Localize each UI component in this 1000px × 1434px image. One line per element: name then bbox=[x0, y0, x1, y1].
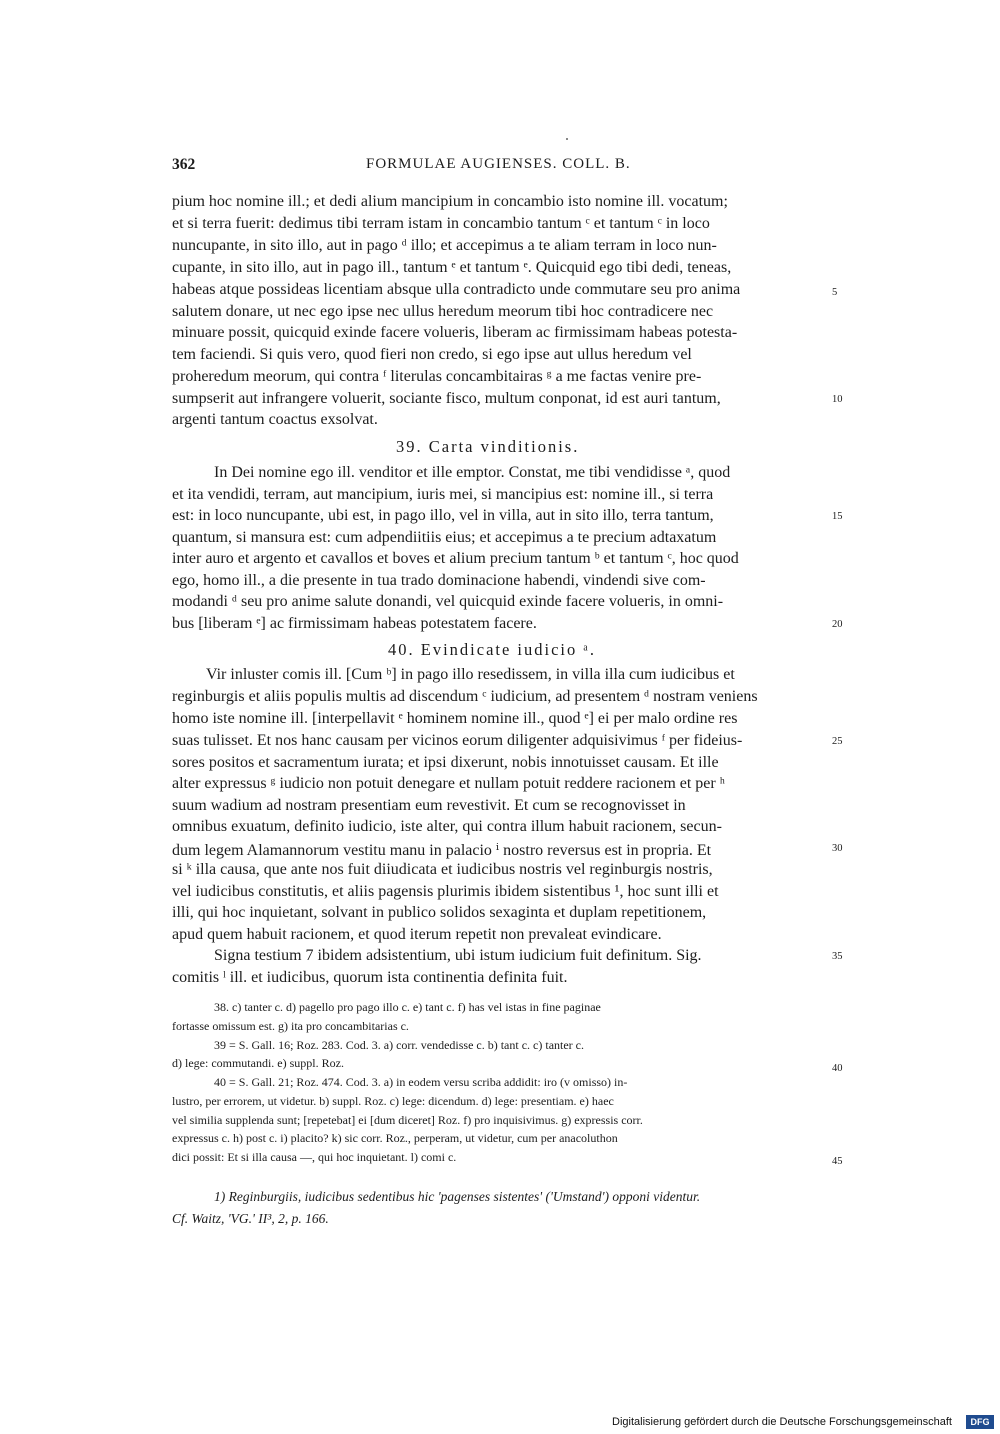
author-note-line: Cf. Waitz, 'VG.' II³, 2, p. 166. bbox=[172, 1211, 329, 1226]
body-line: si ᵏ illa causa, que ante nos fuit diiudicata et iudicibus nostris vel reginburgis nostris, bbox=[172, 861, 713, 878]
body-line: dum legem Alamannorum vestitu manu in palacio ⁱ nostro reversus est in propria. Et bbox=[172, 842, 712, 859]
body-line: quantum, si mansura est: cum adpendiitiis eius; et accepimus a te precium adtaxatum bbox=[172, 529, 717, 546]
digitization-credit: Digitalisierung gefördert durch die Deutsche Forschungsgemeinschaft bbox=[612, 1416, 952, 1428]
body-line: tem faciendi. Si quis vero, quod fieri non credo, si ego ipse aut ullus heredum vel bbox=[172, 346, 692, 363]
section-heading-39: 39. Carta vinditionis. bbox=[396, 437, 580, 456]
footnote-line: expressus c. h) post c. i) placito? k) sic corr. Roz., perperam, ut videtur, cum per anacoluthon bbox=[172, 1131, 618, 1145]
page-number: 362 bbox=[172, 156, 196, 173]
margin-line-number: 35 bbox=[832, 951, 843, 962]
margin-line-number: 40 bbox=[832, 1063, 843, 1074]
footnote-line: dici possit: Et si illa causa —, qui hoc inquietant. l) comi c. bbox=[172, 1150, 457, 1164]
body-line: comitis ˡ ill. et iudicibus, quorum ista continentia definita fuit. bbox=[172, 969, 568, 986]
dfg-logo: DFG bbox=[966, 1415, 994, 1429]
body-line: cupante, in sito illo, aut in pago ill., tantum ᵉ et tantum ᵉ. Quicquid ego tibi dedi, teneas, bbox=[172, 259, 732, 276]
body-line: modandi ᵈ seu pro anime salute donandi, vel quicquid exinde facere volueris, in omni- bbox=[172, 593, 724, 610]
margin-line-number: 15 bbox=[832, 511, 843, 522]
body-line: apud quem habuit racionem, et quod iterum repetit non prevaleat evindicare. bbox=[172, 926, 662, 943]
body-line: Vir inluster comis ill. [Cum ᵇ] in pago illo resedissem, in villa illa cum iudicibus et bbox=[206, 666, 735, 683]
body-line: homo iste nomine ill. [interpellavit ᵉ hominem nomine ill., quod ᵉ] ei per malo ordine res bbox=[172, 710, 738, 727]
margin-line-number: 20 bbox=[832, 619, 843, 630]
body-line: minuare possit, quicquid exinde facere volueris, liberam ac firmissimam habeas potesta- bbox=[172, 324, 738, 341]
footnote-line: 39 = S. Gall. 16; Roz. 283. Cod. 3. a) corr. vendedisse c. b) tant c. c) tanter c. bbox=[214, 1038, 585, 1052]
author-note-line: 1) Reginburgiis, iudicibus sedentibus hic 'pagenses sistentes' ('Umstand') opponi videntur. bbox=[214, 1189, 701, 1204]
body-line: sores positos et sacramentum iurata; et ipsi dixerunt, nobis innotuisset causam. Et ille bbox=[172, 754, 719, 771]
body-line: In Dei nomine ego ill. venditor et ille emptor. Constat, me tibi vendidisse ᵃ, quod bbox=[214, 464, 731, 481]
body-line: inter auro et argento et cavallos et boves et alium precium tantum ᵇ et tantum ᶜ, hoc quod bbox=[172, 550, 739, 567]
body-line: suum wadium ad nostram presentiam eum revestivit. Et cum se recognovisset in bbox=[172, 797, 686, 814]
body-line: ego, homo ill., a die presente in tua trado dominacione habendi, vindendi sive com- bbox=[172, 572, 706, 589]
body-line: salutem donare, ut nec ego ipse nec ullus heredum meorum tibi hoc contradicere nec bbox=[172, 303, 714, 320]
body-line: proheredum meorum, qui contra ᶠ literulas concambitairas ᵍ a me factas venire pre- bbox=[172, 368, 702, 385]
section-heading-40: 40. Evindicate iudicio ᵃ. bbox=[388, 640, 597, 659]
body-line: bus [liberam ᵉ] ac firmissimam habeas potestatem facere. bbox=[172, 615, 537, 632]
body-line: illi, qui hoc inquietant, solvant in publico solidos sexaginta et duplam repetitionem, bbox=[172, 904, 707, 921]
footnote-line: vel similia supplenda sunt; [repetebat] ei [dum diceret] Roz. f) pro inquisivimus. g) expressis corr. bbox=[172, 1113, 643, 1127]
margin-line-number: 5 bbox=[832, 287, 838, 298]
body-line: sumpserit aut infrangere voluerit, sociante fisco, multum conponat, id est auri tantum, bbox=[172, 390, 721, 407]
body-line: et ita vendidi, terram, aut mancipium, iuris mei, si mancipius est: nomine ill., si terra bbox=[172, 486, 714, 503]
margin-line-number: 10 bbox=[832, 394, 843, 405]
body-line: vel iudicibus constitutis, et aliis pagensis plurimis ibidem sistentibus ¹, hoc sunt illi et bbox=[172, 883, 719, 900]
body-line: alter expressus ᵍ iudicio non potuit denegare et nullam potuit reddere racionem et per ʰ bbox=[172, 775, 725, 792]
page-speck bbox=[566, 138, 568, 140]
body-line: est: in loco nuncupante, ubi est, in pago illo, vel in villa, aut in sito illo, terra tantum, bbox=[172, 507, 714, 524]
body-line: argenti tantum coactus exsolvat. bbox=[172, 411, 378, 428]
margin-line-number: 25 bbox=[832, 736, 843, 747]
footnote-line: fortasse omissum est. g) ita pro concambitarias c. bbox=[172, 1019, 409, 1033]
body-line: habeas atque possideas licentiam absque ulla contradicto unde commutare seu pro anima bbox=[172, 281, 741, 298]
footnote-line: lustro, per errorem, ut videtur. b) suppl. Roz. c) lege: dicendum. d) lege: presentiam. e) haec bbox=[172, 1094, 614, 1108]
body-line: suas tulisset. Et nos hanc causam per vicinos eorum diligenter adquisivimus ᶠ per fideius- bbox=[172, 732, 743, 749]
body-line: pium hoc nomine ill.; et dedi alium mancipium in concambio isto nomine ill. vocatum; bbox=[172, 193, 728, 210]
margin-line-number: 45 bbox=[832, 1156, 843, 1167]
footnote-line: 38. c) tanter c. d) pagello pro pago illo c. e) tant c. f) has vel istas in fine paginae bbox=[214, 1000, 601, 1014]
footnote-line: 40 = S. Gall. 21; Roz. 474. Cod. 3. a) in eodem versu scriba addidit: iro (v omisso) in- bbox=[214, 1075, 628, 1089]
body-line: et si terra fuerit: dedimus tibi terram istam in concambio tantum ᶜ et tantum ᶜ in loco bbox=[172, 215, 710, 232]
margin-line-number: 30 bbox=[832, 843, 843, 854]
running-head: FORMULAE AUGIENSES. COLL. B. bbox=[366, 156, 631, 172]
body-line: reginburgis et aliis populis multis ad discendum ᶜ iudicium, ad presentem ᵈ nostram veniens bbox=[172, 688, 758, 705]
body-line: Signa testium 7 ibidem adsistentium, ubi istum iudicium fuit definitum. Sig. bbox=[214, 947, 702, 964]
footnote-line: d) lege: commutandi. e) suppl. Roz. bbox=[172, 1056, 344, 1070]
body-line: nuncupante, in sito illo, aut in pago ᵈ illo; et accepimus a te aliam terram in loco nun- bbox=[172, 237, 717, 254]
body-line: omnibus exuatum, definito iudicio, iste alter, qui contra illum habuit racionem, secun- bbox=[172, 818, 722, 835]
